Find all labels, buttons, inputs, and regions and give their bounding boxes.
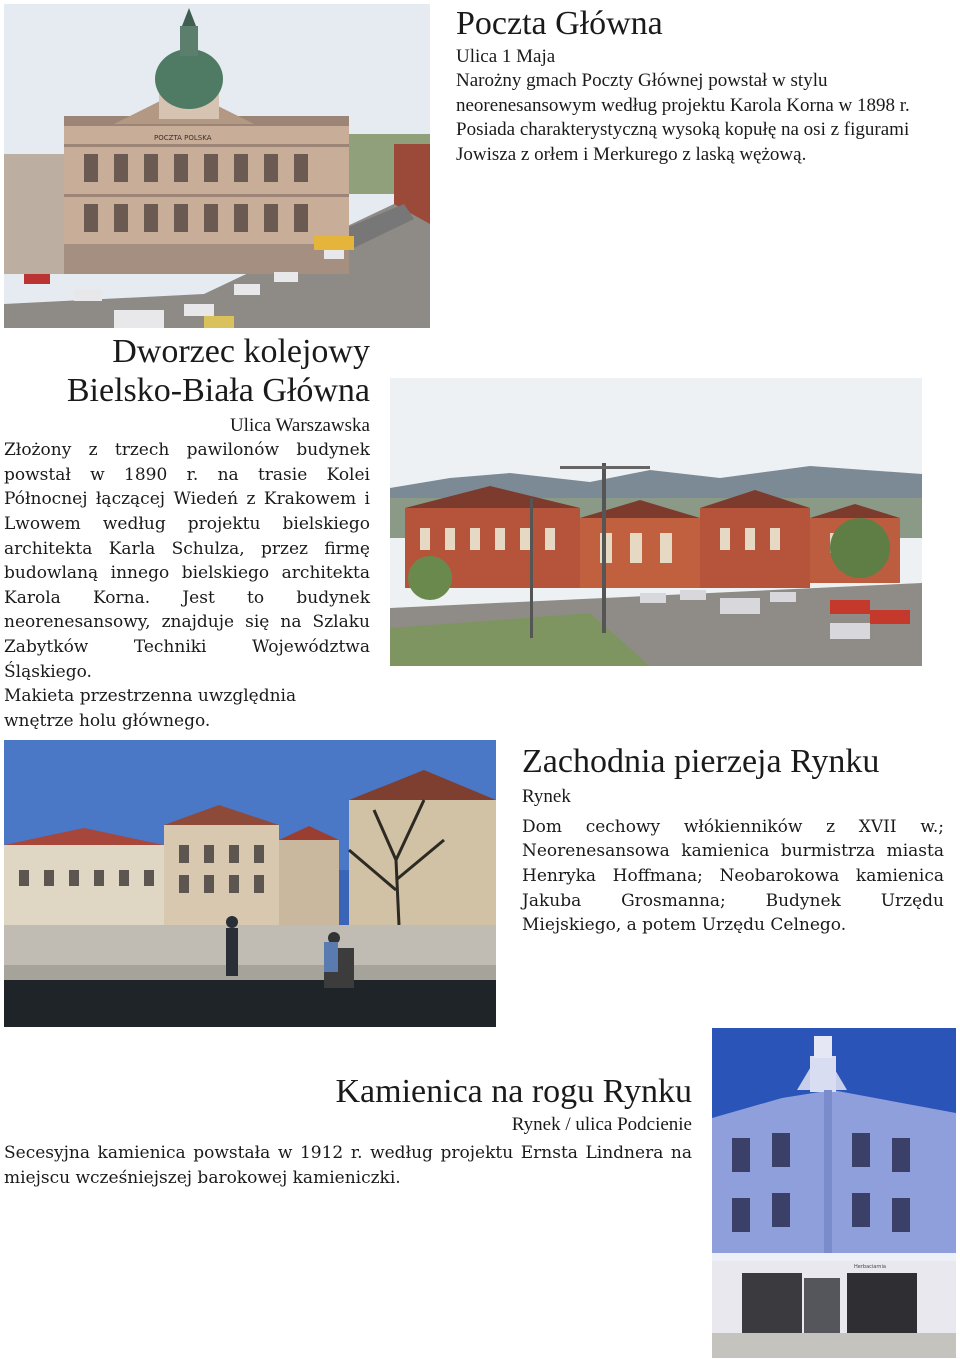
post-office-photo bbox=[4, 4, 430, 328]
zachodnia-title: Zachodnia pierzeja Rynku bbox=[522, 743, 880, 780]
kamienica-section bbox=[4, 1072, 692, 1192]
dworzec-section bbox=[4, 332, 370, 734]
poczta-section bbox=[456, 4, 926, 168]
kamienica-title: Kamienica na rogu Rynku bbox=[335, 1073, 692, 1110]
dworzec-description: Złożony z trzech pawilonów budynek powstał w 1890 r. na trasie Kolei Północnej łączącej Wiedeń z Krakowem i Lwowem według projektu bielskiego architekta Karla Schulza, przez firmę budowlaną innego bielskiego architekta Karola Korna. Jest to budynek neorenesansowy, znajduje się na Szlaku Zabytków Techniki Województwa Śląskiego. bbox=[4, 439, 370, 682]
kamienica-description: Secesyjna kamienica powstała w 1912 r. według projektu Ernsta Lindnera na miejscu wcześniejszej barokowej kamieniczki. bbox=[4, 1142, 692, 1189]
townhouse-photo bbox=[712, 1028, 956, 1358]
poczta-street: Ulica 1 Maja bbox=[456, 46, 556, 68]
post-office-sign: POCZTA POLSKA bbox=[154, 134, 212, 142]
shop-sign: Herbaciarnia bbox=[854, 1264, 886, 1270]
zachodnia-section bbox=[522, 742, 944, 938]
dworzec-title-line2: Bielsko-Biała Główna bbox=[66, 372, 370, 410]
poczta-title: Poczta Główna bbox=[456, 5, 663, 42]
poczta-description: Narożny gmach Poczty Głównej powstał w stylu neorenesansowym według projektu Karola Korna w 1898 r. Posiada charakterystyczną wysoką kopułę na osi z figurami Jowisza z orłem i Merkurego z laską wężową. bbox=[456, 69, 910, 165]
zachodnia-description: Dom cechowy włókienników z XVII w.; Neorenesansowa kamienica burmistrza miasta Henryka Hoffmana; Neobarokowa kamienica Jakuba Grosmanna; Budynek Urzędu Miejskiego, a potem Urzędu Celnego. bbox=[522, 816, 944, 936]
railway-station-photo bbox=[390, 378, 922, 666]
dworzec-street: Ulica Warszawska bbox=[229, 415, 370, 437]
kamienica-street: Rynek / ulica Podcienie bbox=[511, 1114, 692, 1136]
dworzec-title-line1: Dworzec kolejowy bbox=[112, 333, 370, 370]
zachodnia-street: Rynek bbox=[522, 786, 571, 808]
market-square-photo bbox=[4, 740, 496, 1027]
dworzec-note: Makieta przestrzenna uwzględnia wnętrze holu głównego. bbox=[4, 686, 297, 731]
